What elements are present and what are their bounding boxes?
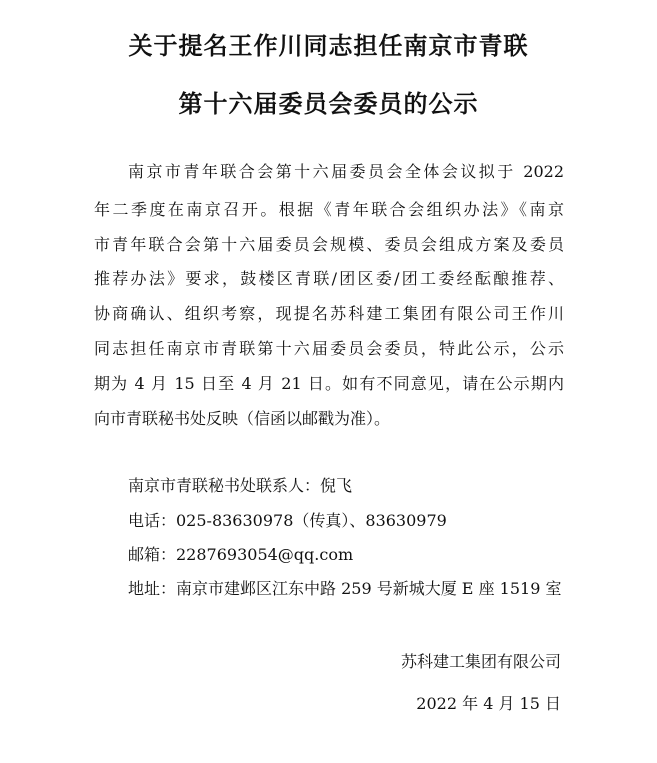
contact-phone: 电话：025-83630978（传真）、83630979 [128,511,447,530]
signature-organization: 苏科建工集团有限公司 [400,652,561,671]
body-paragraph-line: 市青年联合会第十六届委员会规模、委员会组成方案及委员 [94,235,564,254]
body-paragraph-line: 南京市青年联合会第十六届委员会全体会议拟于 2022 [128,162,564,181]
body-paragraph-line: 同志担任南京市青联第十六届委员会委员，特此公示，公示 [94,339,564,358]
signature-date: 2022 年 4 月 15 日 [416,694,561,713]
body-paragraph-line: 向市青联秘书处反映（信函以邮戳为准）。 [94,409,391,428]
contact-address: 地址：南京市建邺区江东中路 259 号新城大厦 E 座 1519 室 [128,579,562,598]
body-paragraph-line: 协商确认、组织考察，现提名苏科建工集团有限公司王作川 [94,304,564,323]
body-paragraph-line: 推荐办法》要求，鼓楼区青联/团区委/团工委经酝酿推荐、 [94,269,564,288]
notice-title-line-1: 关于提名王作川同志担任南京市青联 [128,31,529,60]
contact-email: 邮箱：2287693054@qq.com [128,545,354,564]
notice-title-line-2: 第十六届委员会委员的公示 [178,89,479,118]
body-paragraph-line: 期为 4 月 15 日至 4 月 21 日。如有不同意见，请在公示期内 [94,374,564,393]
body-paragraph-line: 年二季度在南京召开。根据《青年联合会组织办法》《南京 [94,200,564,219]
contact-person: 南京市青联秘书处联系人：倪飞 [128,476,353,495]
